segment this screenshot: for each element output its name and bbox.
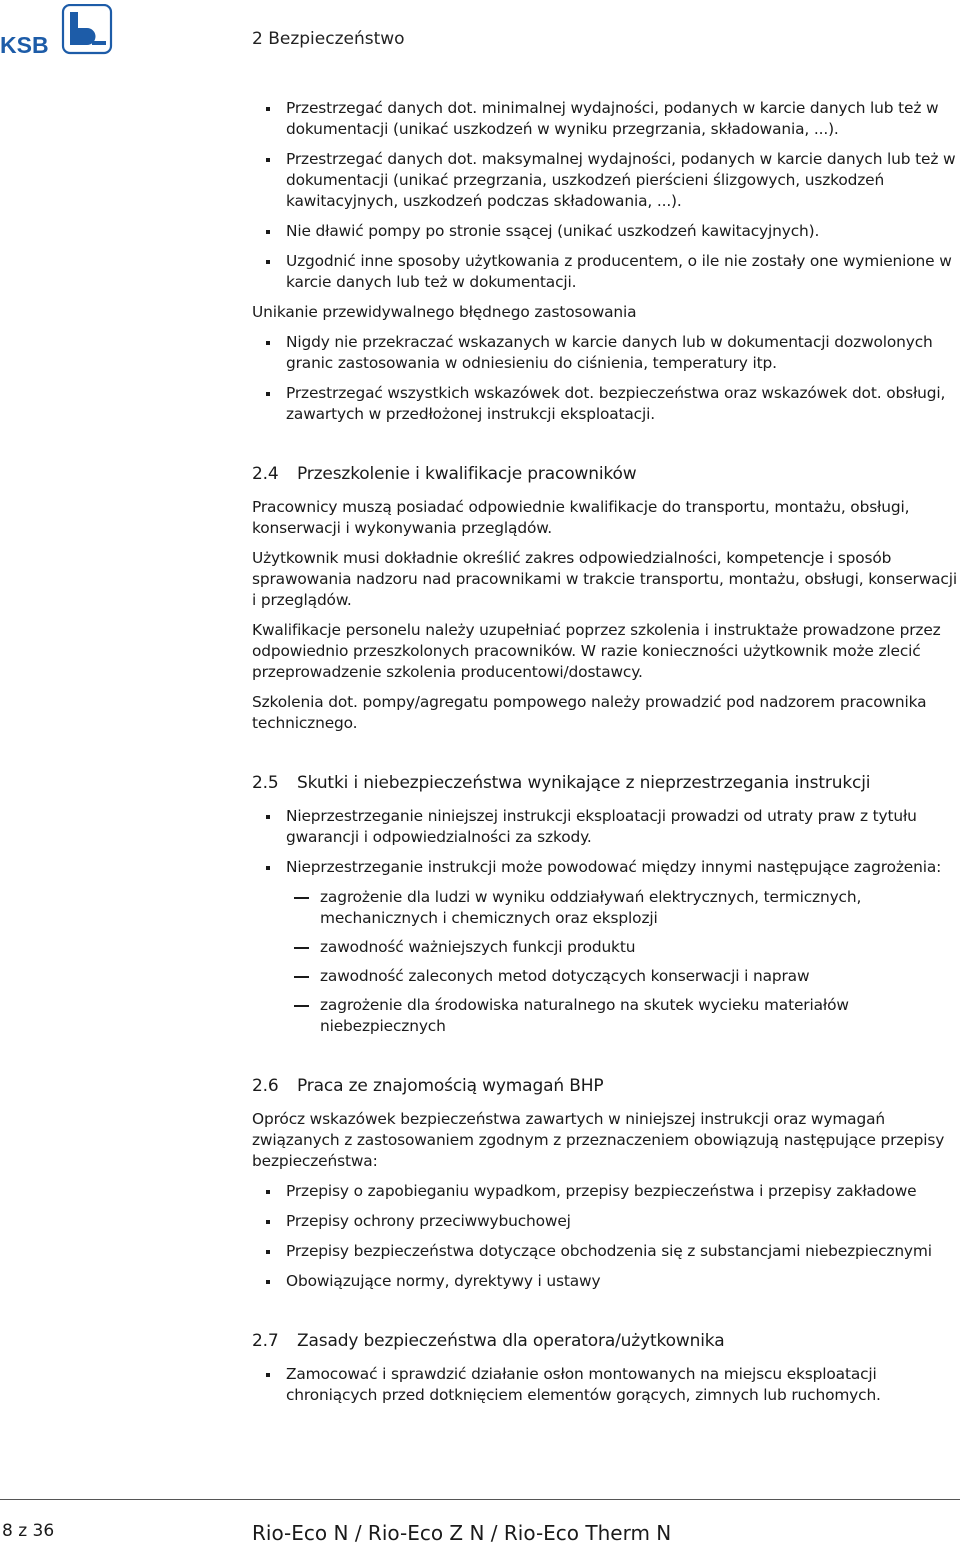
list-item: Przestrzegać danych dot. maksymalnej wydajności, podanych w karcie danych lub też w dokumentacji (unikać przegrzania, uszkodzeń pierścieni ślizgowych, uszkodzeń kawitacyjnych, uszkodzeń podczas składowania, ...). bbox=[252, 149, 958, 212]
list-item bbox=[252, 857, 958, 1037]
regulations-bullet-list bbox=[252, 1181, 958, 1292]
section-2-4-heading bbox=[252, 463, 958, 485]
ksb-logo bbox=[0, 4, 118, 56]
misuse-heading: Unikanie przewidywalnego błędnego zastosowania bbox=[252, 303, 637, 321]
list-item: Zamocować i sprawdzić działanie osłon montowanych na miejscu eksploatacji chroniących przed dotknięciem elementów gorących, zimnych lub ruchomych. bbox=[252, 1364, 958, 1406]
list-item: Nigdy nie przekraczać wskazanych w karcie danych lub w dokumentacji dozwolonych granic zastosowania w odniesieniu do ciśnienia, temperatury itp. bbox=[252, 332, 958, 374]
section-number: 2.6 bbox=[252, 1076, 279, 1096]
list-item: Obowiązujące normy, dyrektywy i ustawy bbox=[252, 1271, 958, 1292]
consequences-bullet-list bbox=[252, 806, 958, 1037]
section-2-7-heading bbox=[252, 1330, 958, 1352]
list-item: Nie dławić pompy po stronie ssącej (unikać uszkodzeń kawitacyjnych). bbox=[252, 221, 958, 242]
list-item: Przepisy o zapobieganiu wypadkom, przepisy bezpieczeństwa i przepisy zakładowe bbox=[252, 1181, 958, 1202]
list-item: Przepisy ochrony przeciwwybuchowej bbox=[252, 1211, 958, 1232]
dash-item: zawodność ważniejszych funkcji produktu bbox=[286, 937, 958, 958]
paragraph: Użytkownik musi dokładnie określić zakres odpowiedzialności, kompetencje i sposób sprawowania nadzoru nad pracownikami w trakcie transportu, montażu, obsługi, konserwacji i przeglądów. bbox=[252, 549, 957, 609]
dash-item: zawodność zaleconych metod dotyczących konserwacji i napraw bbox=[286, 966, 958, 987]
paragraph: Szkolenia dot. pompy/agregatu pompowego należy prowadzić pod nadzorem pracownika technicznego. bbox=[252, 693, 927, 732]
footer-divider bbox=[0, 1499, 960, 1500]
page-number: 8 z 36 bbox=[2, 1521, 55, 1541]
paragraph: Pracownicy muszą posiadać odpowiednie kwalifikacje do transportu, montażu, obsługi, konserwacji i wykonywania przeglądów. bbox=[252, 498, 910, 537]
page-content bbox=[252, 98, 958, 1415]
dash-item: zagrożenie dla środowiska naturalnego na skutek wycieku materiałów niebezpiecznych bbox=[286, 995, 958, 1037]
section-number: 2.7 bbox=[252, 1331, 279, 1351]
operator-bullet-list bbox=[252, 1364, 958, 1406]
paragraph: Kwalifikacje personelu należy uzupełniać poprzez szkolenia i instruktaże prowadzone przez odpowiednio przeszkolonych pracowników. W razie konieczności użytkownik może zlecić przeprowadzenie szkolenia producentowi/dostawcy. bbox=[252, 621, 941, 681]
section-2-5-heading bbox=[252, 772, 958, 794]
intro-bullet-list bbox=[252, 98, 958, 293]
dash-item: zagrożenie dla ludzi w wyniku oddziaływań elektrycznych, termicznych, mechanicznych i chemicznych oraz eksplozji bbox=[286, 887, 958, 929]
list-item: Nieprzestrzeganie niniejszej instrukcji eksploatacji prowadzi od utraty praw z tytułu gwarancji i odpowiedzialności za szkody. bbox=[252, 806, 958, 848]
list-item: Uzgodnić inne sposoby użytkowania z producentem, o ile nie zostały one wymienione w karcie danych lub też w dokumentacji. bbox=[252, 251, 958, 293]
section-title: Skutki i niebezpieczeństwa wynikające z nieprzestrzegania instrukcji bbox=[297, 773, 871, 793]
section-number: 2.5 bbox=[252, 773, 279, 793]
section-title: Przeszkolenie i kwalifikacje pracowników bbox=[297, 464, 637, 484]
misuse-bullet-list bbox=[252, 332, 958, 425]
paragraph: Oprócz wskazówek bezpieczeństwa zawartych w niniejszej instrukcji oraz wymagań związanych z zastosowaniem zgodnym z przeznaczeniem obowiązują następujące przepisy bezpieczeństwa: bbox=[252, 1110, 945, 1170]
section-title: Praca ze znajomością wymagań BHP bbox=[297, 1076, 604, 1096]
section-title: Zasady bezpieczeństwa dla operatora/użytkownika bbox=[297, 1331, 725, 1351]
document-title: Rio-Eco N / Rio-Eco Z N / Rio-Eco Therm N bbox=[252, 1521, 672, 1545]
list-item: Przestrzegać danych dot. minimalnej wydajności, podanych w karcie danych lub też w dokumentacji (unikać uszkodzeń w wyniku przegrzania, składowania, ...). bbox=[252, 98, 958, 140]
hazard-dash-list bbox=[286, 887, 958, 1037]
chapter-title: 2 Bezpieczeństwo bbox=[252, 29, 405, 49]
list-item: Przestrzegać wszystkich wskazówek dot. bezpieczeństwa oraz wskazówek dot. obsługi, zawartych w przedłożonej instrukcji eksploatacji. bbox=[252, 383, 958, 425]
list-item: Przepisy bezpieczeństwa dotyczące obchodzenia się z substancjami niebezpiecznymi bbox=[252, 1241, 958, 1262]
section-2-6-heading bbox=[252, 1075, 958, 1097]
section-number: 2.4 bbox=[252, 464, 279, 484]
list-item-text: Nieprzestrzeganie instrukcji może powodować między innymi następujące zagrożenia: bbox=[286, 858, 942, 876]
svg-text:KSB: KSB bbox=[0, 32, 49, 56]
